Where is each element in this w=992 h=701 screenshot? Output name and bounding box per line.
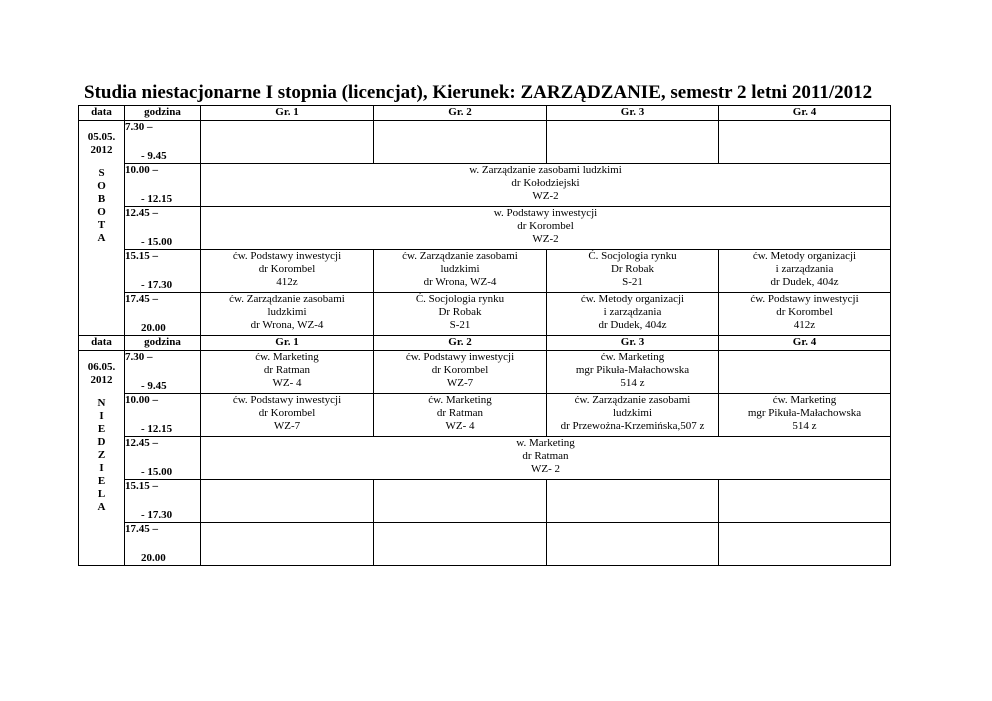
time-end: - 17.30 [141, 279, 173, 291]
class-subject: Ć. Socjologia rynku [588, 250, 677, 262]
header-gr3: Gr. 3 [547, 336, 719, 351]
class-subject: w. Podstawy inwestycji [493, 207, 598, 219]
day-letter: I [99, 410, 104, 422]
class-room: 412z [276, 276, 298, 288]
class-subject: ćw. Podstawy inwestycji [232, 250, 342, 262]
day-name [79, 397, 124, 514]
class-teacher: dr Korombel [258, 407, 316, 419]
time-start: 12.45 – [125, 437, 158, 449]
class-teacher: dr Korombel [776, 306, 833, 318]
time-start: 10.00 – [125, 164, 158, 176]
time-slot [125, 351, 201, 394]
class-teacher-room: dr Przewożna-Krzemińska,507 z [560, 420, 705, 432]
class-subject: ćw. Podstawy inwestycji [750, 293, 859, 305]
day-cell-sunday [79, 351, 125, 566]
class-cell-empty [719, 523, 891, 566]
table-row [79, 437, 891, 480]
class-teacher: dr Ratman [522, 450, 569, 462]
header-gr2: Gr. 2 [374, 106, 547, 121]
table-row [79, 121, 891, 164]
class-teacher-room: dr Wrona, WZ-4 [423, 276, 497, 288]
day-letter: A [97, 501, 106, 513]
class-subject: ćw. Zarządzanie zasobami [402, 250, 518, 262]
time-slot [125, 394, 201, 437]
time-start: 17.45 – [125, 293, 158, 305]
class-subject: ćw. Zarządzanie zasobami [574, 394, 691, 406]
table-row [79, 293, 891, 336]
class-room: WZ- 2 [530, 463, 560, 475]
class-room: WZ-7 [273, 420, 301, 432]
schedule-table [78, 105, 891, 566]
class-cell [374, 351, 547, 394]
class-cell-empty [374, 523, 547, 566]
time-slot [125, 523, 201, 566]
day-date: 06.05. [87, 361, 116, 373]
class-teacher: dr Korombel [517, 220, 574, 232]
time-end: - 15.00 [141, 236, 173, 248]
time-slot [125, 250, 201, 293]
class-cell-empty [547, 121, 719, 164]
day-cell-saturday [79, 121, 125, 336]
day-letter: S [98, 167, 105, 179]
time-end: - 9.45 [141, 150, 167, 162]
class-teacher: Dr Robak [610, 263, 655, 275]
class-subject: w. Marketing [516, 437, 575, 449]
class-subject: ćw. Marketing [772, 394, 837, 406]
time-start: 15.15 – [125, 480, 158, 492]
table-row [79, 480, 891, 523]
time-slot [125, 207, 201, 250]
class-cell [201, 250, 374, 293]
class-cell-lecture [201, 207, 891, 250]
class-subject-cont: i zarządzania [603, 306, 662, 318]
class-cell-empty [547, 480, 719, 523]
class-room: WZ- 4 [272, 377, 302, 389]
day-letter: O [97, 206, 106, 218]
class-cell [719, 293, 891, 336]
class-cell [374, 394, 547, 437]
time-start: 10.00 – [125, 394, 158, 406]
day-letter: D [97, 436, 106, 448]
class-cell [547, 293, 719, 336]
class-room: WZ-2 [532, 233, 559, 245]
time-start: 7.30 – [125, 351, 153, 363]
class-teacher: dr Ratman [436, 407, 484, 419]
header-row [79, 106, 891, 121]
time-slot [125, 121, 201, 164]
time-end: - 12.15 [141, 193, 173, 205]
time-end: - 12.15 [141, 423, 173, 435]
header-data: data [79, 336, 125, 351]
class-cell-empty [201, 480, 374, 523]
table-row [79, 523, 891, 566]
class-teacher: mgr Pikuła-Małachowska [575, 364, 690, 376]
header-row [79, 336, 891, 351]
time-end: - 9.45 [141, 380, 167, 392]
time-slot [125, 437, 201, 480]
day-date: 05.05. [87, 131, 116, 143]
class-cell [547, 351, 719, 394]
table-row [79, 394, 891, 437]
class-teacher: dr Korombel [258, 263, 316, 275]
class-subject: ćw. Metody organizacji [580, 293, 685, 305]
day-year: 2012 [90, 374, 113, 386]
class-room: S-21 [449, 319, 471, 331]
class-cell-empty [201, 121, 374, 164]
class-cell-empty [547, 523, 719, 566]
day-letter: N [97, 397, 106, 409]
time-start: 12.45 – [125, 207, 158, 219]
class-cell [547, 394, 719, 437]
class-cell [374, 250, 547, 293]
class-subject: Ć. Socjologia rynku [415, 293, 505, 305]
class-teacher: Dr Robak [438, 306, 482, 318]
table-row [79, 207, 891, 250]
time-end: - 15.00 [141, 466, 173, 478]
header-godzina: godzina [125, 106, 201, 121]
day-letter: I [99, 462, 104, 474]
class-cell [719, 394, 891, 437]
time-slot [125, 164, 201, 207]
class-room: 514 z [620, 377, 645, 389]
header-gr3: Gr. 3 [547, 106, 719, 121]
day-letter: B [97, 193, 106, 205]
class-cell [201, 394, 374, 437]
time-start: 17.45 – [125, 523, 158, 535]
class-teacher: mgr Pikuła-Małachowska [747, 407, 862, 419]
class-cell-empty [374, 121, 547, 164]
class-cell-empty [719, 480, 891, 523]
class-teacher-room: dr Wrona, WZ-4 [250, 319, 324, 331]
class-cell-empty [719, 351, 891, 394]
time-end: 20.00 [141, 322, 166, 334]
class-teacher-room: dr Dudek, 404z [598, 319, 667, 331]
class-teacher: dr Korombel [431, 364, 489, 376]
header-gr4: Gr. 4 [719, 336, 891, 351]
time-slot [125, 293, 201, 336]
day-letter: E [97, 423, 106, 435]
class-subject: ćw. Marketing [255, 351, 319, 363]
day-letter: L [97, 488, 106, 500]
class-subject-cont: i zarządzania [775, 263, 834, 275]
class-subject-cont: ludzkimi [267, 306, 307, 318]
time-slot [125, 480, 201, 523]
class-cell [719, 250, 891, 293]
day-year: 2012 [90, 144, 113, 156]
day-letter: Z [97, 449, 106, 461]
class-subject: ćw. Zarządzanie zasobami [229, 293, 345, 305]
class-room: S-21 [622, 276, 643, 288]
class-room: 514 z [792, 420, 817, 432]
class-subject: ćw. Metody organizacji [752, 250, 857, 262]
class-cell-empty [374, 480, 547, 523]
class-teacher-room: dr Dudek, 404z [770, 276, 839, 288]
table-row [79, 250, 891, 293]
class-cell-empty [201, 523, 374, 566]
day-letter: T [97, 219, 106, 231]
time-end: 20.00 [141, 552, 166, 564]
class-cell-lecture [201, 437, 891, 480]
class-cell [201, 293, 374, 336]
day-letter: A [97, 232, 106, 244]
class-teacher: dr Ratman [263, 364, 311, 376]
class-subject: ćw. Podstawy inwestycji [232, 394, 342, 406]
table-row [79, 351, 891, 394]
day-letter: O [97, 180, 106, 192]
class-room: 412z [793, 319, 816, 331]
header-godzina: godzina [125, 336, 201, 351]
day-name [79, 167, 124, 245]
class-subject-cont: ludzkimi [440, 263, 480, 275]
header-gr1: Gr. 1 [201, 106, 374, 121]
time-end: - 17.30 [141, 509, 173, 521]
header-gr1: Gr. 1 [201, 336, 374, 351]
class-subject: ćw. Marketing [600, 351, 665, 363]
header-data: data [79, 106, 125, 121]
class-subject: ćw. Marketing [428, 394, 492, 406]
class-room: WZ-2 [532, 190, 559, 202]
day-letter: E [97, 475, 106, 487]
class-cell-empty [719, 121, 891, 164]
time-start: 15.15 – [125, 250, 158, 262]
time-start: 7.30 – [125, 121, 153, 133]
page-title: Studia niestacjonarne I stopnia (licencjat), Kierunek: ZARZĄDZANIE, semestr 2 letni 2011/2012 [84, 82, 873, 103]
class-subject-cont: ludzkimi [612, 407, 653, 419]
table-row [79, 164, 891, 207]
class-cell [201, 351, 374, 394]
class-cell [547, 250, 719, 293]
header-gr2: Gr. 2 [374, 336, 547, 351]
header-gr4: Gr. 4 [719, 106, 891, 121]
class-room: WZ- 4 [445, 420, 475, 432]
class-room: WZ-7 [446, 377, 474, 389]
class-cell-lecture [201, 164, 891, 207]
class-cell [374, 293, 547, 336]
class-subject: w. Zarządzanie zasobami ludzkimi [469, 164, 622, 176]
class-subject: ćw. Podstawy inwestycji [405, 351, 515, 363]
class-teacher: dr Kołodziejski [511, 177, 580, 189]
